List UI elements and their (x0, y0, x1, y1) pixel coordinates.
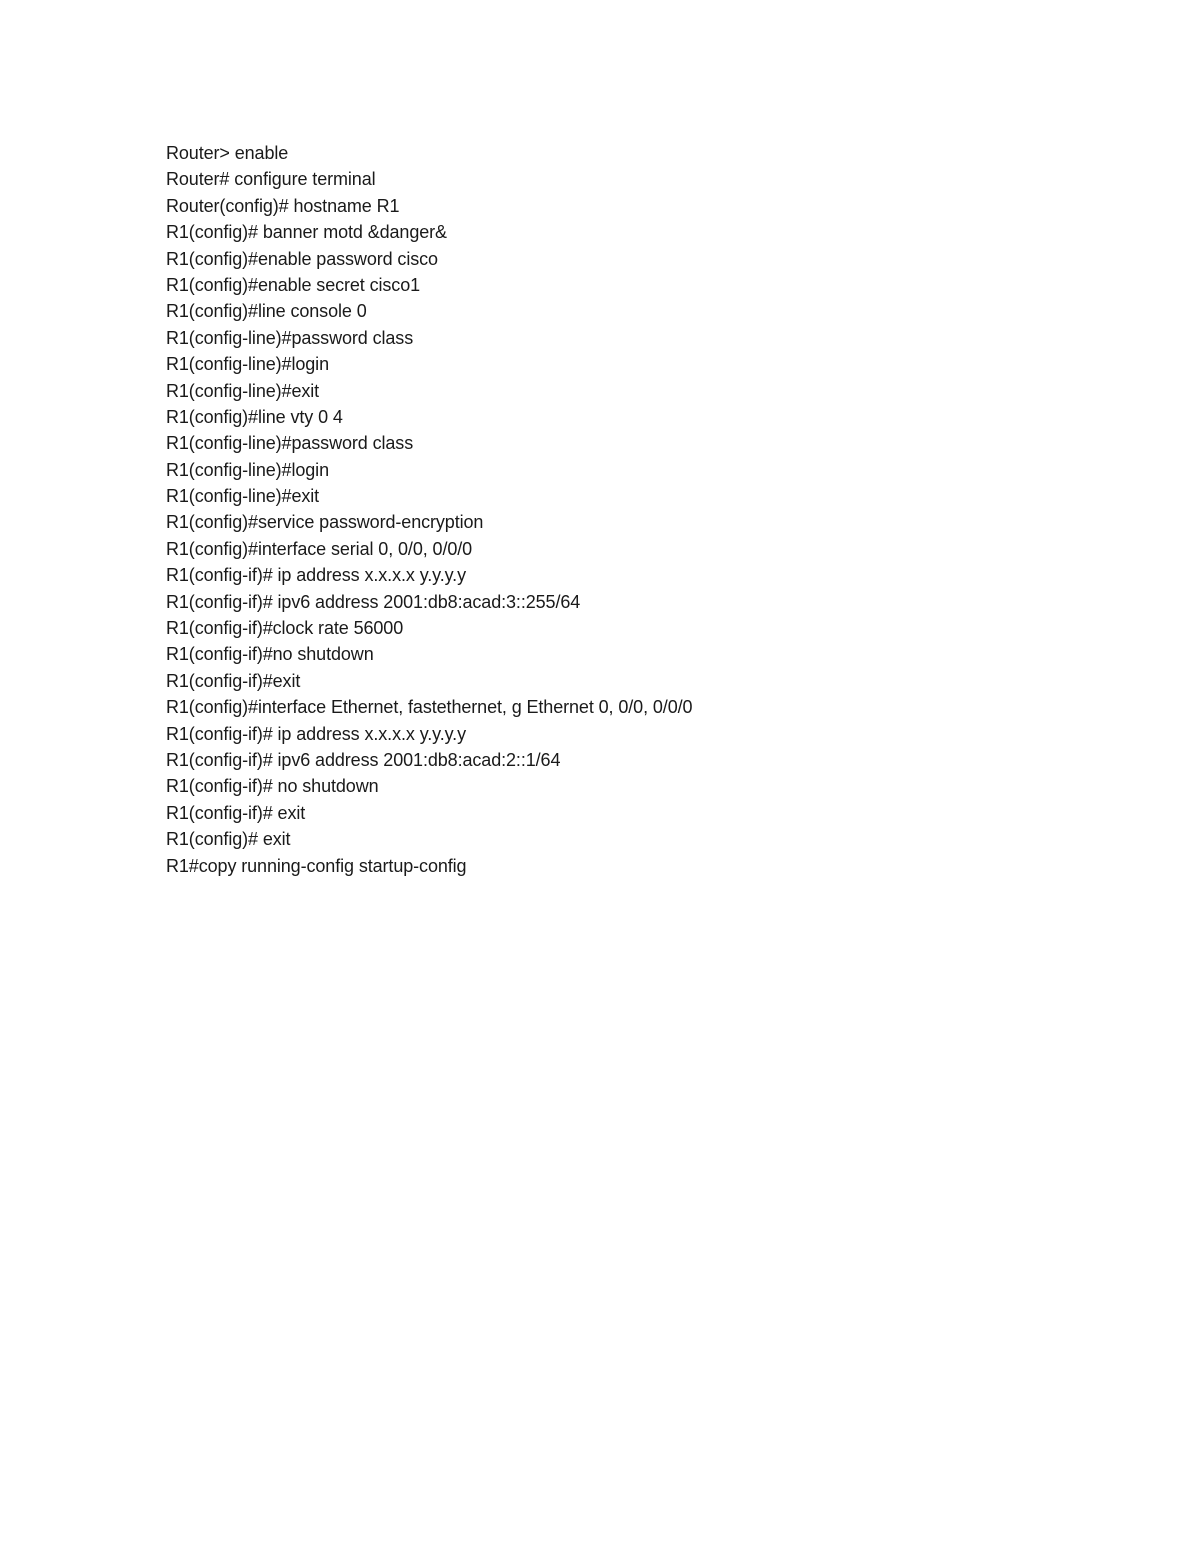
command-line: R1(config-line)#exit (166, 486, 320, 507)
command-line: R1(config-line)#password class (166, 433, 414, 454)
command-line: Router> enable (166, 143, 289, 163)
command-line: R1(config-line)#exit (166, 380, 320, 401)
command-line: R1(config-line)#login (166, 459, 329, 480)
command-line: R1(config-if)#no shutdown (166, 644, 374, 665)
command-line: Router(config)# hostname R1 (166, 195, 400, 216)
command-line: R1(config-if)# ip address x.x.x.x y.y.y.y (166, 723, 466, 744)
command-line: R1(config)#line vty 0 4 (166, 406, 343, 427)
command-line: R1(config)#enable password cisco (166, 248, 438, 269)
command-line: R1(config-if)# ipv6 address 2001:db8:acad:2::1/64 (166, 749, 561, 770)
command-line: R1(config-if)# ip address x.x.x.x y.y.y.y (166, 565, 466, 586)
command-line: R1(config-if)# ipv6 address 2001:db8:acad:3::255/64 (166, 591, 581, 612)
command-line: R1(config-line)#password class (166, 327, 414, 348)
command-line: R1(config-if)#clock rate 56000 (166, 618, 404, 639)
command-line: R1(config-if)#exit (166, 670, 301, 691)
command-line: R1(config)#enable secret cisco1 (166, 274, 421, 295)
command-list (166, 140, 692, 879)
command-line: R1(config)#service password-encryption (166, 512, 484, 533)
command-line: R1(config-if)# exit (166, 802, 306, 823)
command-line: R1(config)#interface serial 0, 0/0, 0/0/0 (166, 538, 473, 559)
command-line: R1#copy running-config startup-config (166, 855, 467, 876)
command-line: R1(config-line)#login (166, 354, 329, 375)
command-line: R1(config)# exit (166, 829, 291, 850)
command-line: R1(config-if)# no shutdown (166, 776, 379, 797)
command-line: R1(config)#interface Ethernet, fastethernet, g Ethernet 0, 0/0, 0/0/0 (166, 697, 693, 718)
command-line: R1(config)# banner motd &danger& (166, 222, 447, 243)
command-line: R1(config)#line console 0 (166, 301, 367, 322)
command-line: Router# configure terminal (166, 169, 376, 190)
